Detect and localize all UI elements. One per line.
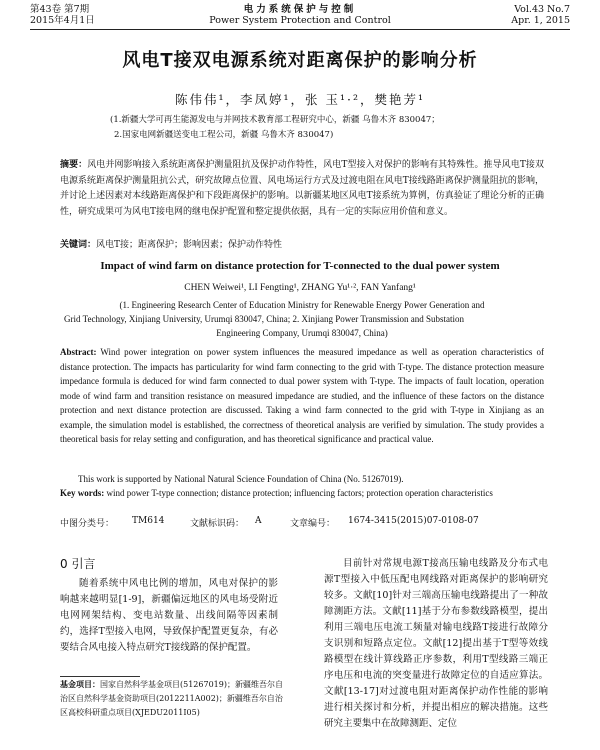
affiliation-en-3: Engineering Company, Urumqi 830047, China) bbox=[216, 328, 388, 338]
affiliations-cn bbox=[110, 113, 510, 143]
affiliation-en-2: Grid Technology, Xinjiang University, Urumqi 830047, China; 2. Xinjiang Power Transmission and Substation bbox=[64, 314, 465, 324]
doc-code-value: A bbox=[255, 516, 262, 526]
paper-title-cn: 风电T接双电源系统对距离保护的影响分析 bbox=[122, 50, 478, 71]
keywords-cn bbox=[60, 237, 544, 250]
header-divider bbox=[30, 29, 570, 30]
funding-text: 国家自然科学基金项目(51267019)；新疆维吾尔自治区自然科学基金资助项目(2012211A002)；新疆维吾尔自治区高校科研重点项目(XJEDU2011I05) bbox=[60, 680, 283, 717]
paper-title-en: Impact of wind farm on distance protection for T-connected to the dual power system bbox=[100, 260, 500, 272]
footnote-divider bbox=[60, 676, 140, 677]
affiliation-en-1: (1. Engineering Research Center of Education Ministry for Renewable Energy Power Generation and bbox=[119, 300, 485, 310]
date-cn: 2015年4月1日 bbox=[30, 15, 95, 26]
article-no-label: 文章编号： bbox=[290, 519, 336, 529]
authors-en: CHEN Weiwei¹, LI Fengting¹, ZHANG Yu¹·², FAN Yanfang¹ bbox=[184, 283, 416, 293]
clc-value: TM614 bbox=[132, 516, 165, 526]
keywords-en-text: wind power T-type connection; distance protection; influencing factors; protection operation characteristics bbox=[106, 488, 493, 498]
abstract-cn-text: 风电并网影响接入系统距离保护测量阻抗及保护动作特性，风电T型接入对保护的影响有其特殊性。推导风电T接双电源系统距离保护测量阻抗公式，研究故障点位置、风电场运行方式及过渡电阻在风电T接线路距离保护测量阻抗的影响，并讨论上述因素对本线路距离保护和下段距离保护的影响。以新疆某地区风电T接系统为算例，仿真验证了理论分析的正确性，研究成果可为风电T接电网的继电保护配置和整定提供依据，具有一定的实际应用价值和意义。 bbox=[60, 160, 544, 217]
keywords-cn-label: 关键词： bbox=[60, 240, 97, 250]
date-en: Apr. 1, 2015 bbox=[511, 15, 570, 26]
body-column-left bbox=[60, 576, 278, 656]
authors-cn: 陈伟伟¹，李凤婷¹，张 玉¹·²，樊艳芳¹ bbox=[174, 92, 425, 107]
header-center bbox=[30, 4, 570, 26]
intro-paragraph: 随着系统中风电比例的增加，风电对保护的影响越来越明显[1-9]，新疆偏远地区的风电场受附近电网网架结构、变电站数量、出线间隔等因素制约，选择T型接入电网，导致保护配置更复杂，有必要结合风电接入特点研究T接线路的保护配置。 bbox=[60, 578, 278, 653]
doc-code-label: 文献标识码： bbox=[190, 519, 245, 529]
keywords-cn-text: 风电T接；距离保护；影响因素；保护动作特性 bbox=[96, 240, 283, 250]
affiliation-cn-2: 2.国家电网新疆送变电工程公司，新疆 乌鲁木齐 830047) bbox=[114, 130, 334, 140]
abstract-cn-label: 摘要： bbox=[60, 160, 88, 170]
keywords-en-label: Key words: bbox=[60, 488, 105, 498]
journal-header bbox=[30, 4, 570, 32]
volume-en: Vol.43 No.7 bbox=[514, 4, 570, 15]
journal-name-en: Power System Protection and Control bbox=[209, 15, 391, 26]
clc-label: 中图分类号： bbox=[60, 519, 115, 529]
affiliations-en bbox=[64, 298, 540, 340]
abstract-en-label: Abstract: bbox=[60, 347, 97, 357]
abstract-cn bbox=[60, 158, 544, 220]
journal-name-cn: 电力系统保护与控制 bbox=[243, 4, 357, 15]
body-column-right bbox=[324, 556, 548, 732]
volume-cn: 第43卷 第7期 bbox=[30, 4, 90, 15]
header-right bbox=[511, 4, 570, 26]
abstract-en bbox=[60, 345, 544, 447]
keywords-en bbox=[60, 488, 544, 498]
affiliation-cn-1: (1.新疆大学可再生能源发电与并网技术教育部工程研究中心，新疆 乌鲁木齐 830047； bbox=[110, 115, 440, 125]
review-paragraph: 目前针对常规电源T接高压输电线路及分布式电源T型接入中低压配电网线路对距离保护的影响研究较多。文献[10]针对三端高压输电线路提出了一种故障测距方法。文献[11]基于分布参数线路模型，提出利用三端电压电流工频量对输电线路T接进行故障分支识别和短路点定位。文献[12]提出基于T型等效线路模型在线计算线路正序参数，利用T型线路三端正序电压和电流的突变量进行故障定位的自适应算法。文献[13-17]对过渡电阻对距离保护动作性能的影响进行相关探讨和分析，并提出相应的解决措施。这些研究主要集中在故障测距、定位 bbox=[324, 558, 548, 729]
section-heading-introduction: 0 引言 bbox=[60, 557, 96, 571]
support-note-en: This work is supported by National Natural Science Foundation of China (No. 51267019). bbox=[78, 474, 404, 484]
funding-footnote bbox=[60, 678, 290, 720]
abstract-en-text: Wind power integration on power system influences the measured impedance as well as operation characteristics of distance protection. The impacts has particularity for wind farm connecting to the grid with T-type. The distance protection measure impedance formula is deduced for wind farm connected to dual power system with T-type. The impacts of fault location, operation mode of wind farm and transition resistance on measured impedance are studied, and the influence of these factors on the distance protection and next distance protection are discussed. Taking a wind farm connected to the grid with T-type in Xinjiang as an example, the simulation model is established, the correctness of theoretical analysis are verified by simulation. The study provides a theoretical basis for relay setting and configuration, and has theoretical significance and practical value. bbox=[60, 347, 544, 444]
funding-label: 基金项目： bbox=[60, 680, 100, 689]
article-no-value: 1674-3415(2015)07-0108-07 bbox=[348, 516, 479, 526]
